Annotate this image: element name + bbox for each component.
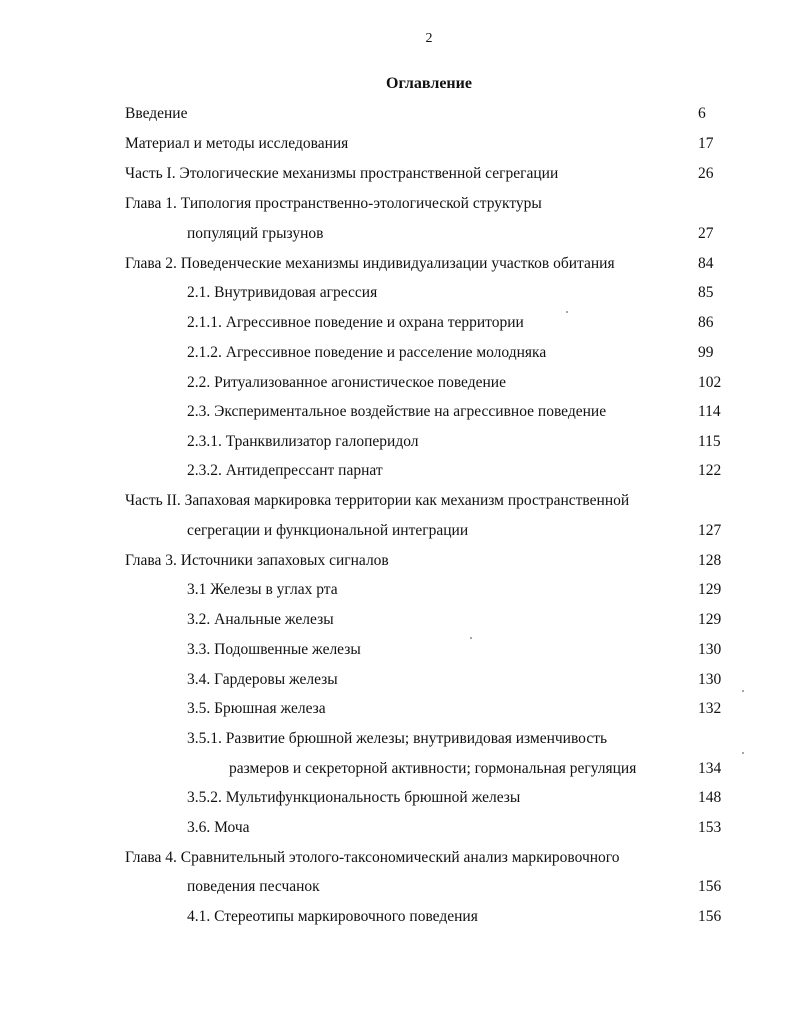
toc-entry-text: Часть I. Этологические механизмы пространственной сегрегации bbox=[125, 165, 559, 182]
scan-speck bbox=[742, 690, 744, 692]
toc-entry-page: 156 bbox=[698, 878, 722, 895]
toc-entry-3-5-2 bbox=[0, 786, 793, 810]
scan-speck bbox=[566, 311, 568, 313]
toc-entry-text: 2.3.2. Антидепрессант парнат bbox=[187, 462, 383, 479]
toc-entry-text: 3.6. Моча bbox=[187, 819, 250, 836]
toc-entry-page: 27 bbox=[698, 225, 714, 242]
page-number: 2 bbox=[425, 31, 433, 46]
toc-entry-page: 127 bbox=[698, 522, 722, 539]
toc-entry-page: 99 bbox=[698, 344, 714, 361]
toc-entry-text: поведения песчанок bbox=[187, 878, 320, 895]
toc-entry-text: 4.1. Стереотипы маркировочного поведения bbox=[187, 908, 478, 925]
toc-entry-3-4 bbox=[0, 668, 793, 692]
toc-entry-text: 3.5.2. Мультифункциональность брюшной железы bbox=[187, 789, 521, 806]
scan-speck bbox=[742, 752, 744, 754]
toc-entry-page: 153 bbox=[698, 819, 722, 836]
toc-entry-3-5-1-cont bbox=[0, 757, 793, 781]
toc-title: Оглавление bbox=[386, 75, 472, 92]
toc-entry-chapter-1-cont bbox=[0, 222, 793, 246]
toc-entry-3-2 bbox=[0, 608, 793, 632]
toc-entry-page: 85 bbox=[698, 284, 714, 301]
toc-entry-text: Материал и методы исследования bbox=[125, 135, 349, 152]
toc-entry-page: 115 bbox=[698, 433, 721, 450]
toc-entry-text: 2.1.2. Агрессивное поведение и расселение молодняка bbox=[187, 344, 547, 361]
toc-entry-text: популяций грызунов bbox=[187, 225, 324, 242]
toc-entry-text: 3.3. Подошвенные железы bbox=[187, 641, 361, 658]
toc-entry-2-3-2 bbox=[0, 459, 793, 483]
toc-entry-page: 128 bbox=[698, 552, 722, 569]
toc-entry-page: 148 bbox=[698, 789, 722, 806]
toc-entry-3-5-1 bbox=[0, 727, 793, 751]
toc-entry-text: Глава 4. Сравнительный этолого-таксономический анализ маркировочного bbox=[125, 849, 620, 866]
toc-entry-text: сегрегации и функциональной интеграции bbox=[187, 522, 469, 539]
toc-entry-text: Введение bbox=[125, 105, 188, 122]
toc-entry-text: размеров и секреторной активности; гормональная регуляция bbox=[229, 760, 637, 777]
toc-entry-page: 130 bbox=[698, 641, 722, 658]
toc-entry-page: 84 bbox=[698, 255, 714, 272]
toc-entry-chapter-1 bbox=[0, 192, 793, 216]
toc-entry-2-3 bbox=[0, 400, 793, 424]
toc-entry-2-2 bbox=[0, 371, 793, 395]
toc-entry-page: 6 bbox=[698, 105, 706, 122]
toc-entry-text: 2.3.1. Транквилизатор галоперидол bbox=[187, 433, 419, 450]
toc-entry-page: 156 bbox=[698, 908, 722, 925]
toc-entry-chapter-2 bbox=[0, 252, 793, 276]
toc-entry-text: 3.5.1. Развитие брюшной железы; внутривидовая изменчивость bbox=[187, 730, 608, 747]
toc-entry-chapter-4-cont bbox=[0, 875, 793, 899]
toc-entry-chapter-4 bbox=[0, 846, 793, 870]
toc-entry-text: Часть II. Запаховая маркировка территории как механизм пространственной bbox=[125, 492, 630, 509]
toc-entry-page: 86 bbox=[698, 314, 714, 331]
toc-entry-3-1 bbox=[0, 578, 793, 602]
scan-speck bbox=[470, 637, 472, 639]
toc-entry-3-6 bbox=[0, 816, 793, 840]
toc-entry-text: 2.1. Внутривидовая агрессия bbox=[187, 284, 378, 301]
toc-entry-part-2 bbox=[0, 489, 793, 513]
toc-entry-page: 114 bbox=[698, 403, 721, 420]
toc-entry-page: 130 bbox=[698, 671, 722, 688]
toc-entry-text: 2.2. Ритуализованное агонистическое поведение bbox=[187, 374, 506, 391]
toc-entry-3-3 bbox=[0, 638, 793, 662]
toc-entry-text: Глава 1. Типология пространственно-этологической структуры bbox=[125, 195, 542, 212]
toc-entry-part-2-cont bbox=[0, 519, 793, 543]
toc-entry-part-1 bbox=[0, 162, 793, 186]
toc-entry-page: 102 bbox=[698, 374, 722, 391]
toc-entry-text: Глава 3. Источники запаховых сигналов bbox=[125, 552, 389, 569]
toc-entry-text: 2.3. Экспериментальное воздействие на агрессивное поведение bbox=[187, 403, 607, 420]
toc-entry-text: Глава 2. Поведенческие механизмы индивидуализации участков обитания bbox=[125, 255, 615, 272]
toc-entry-text: 3.2. Анальные железы bbox=[187, 611, 334, 628]
toc-entry-2-1-2 bbox=[0, 341, 793, 365]
toc-entry-page: 129 bbox=[698, 611, 722, 628]
toc-entry-page: 134 bbox=[698, 760, 722, 777]
toc-entry-page: 129 bbox=[698, 581, 722, 598]
toc-entry-page: 132 bbox=[698, 700, 722, 717]
toc-entry-chapter-3 bbox=[0, 549, 793, 573]
toc-entry-2-3-1 bbox=[0, 430, 793, 454]
toc-entry-2-1 bbox=[0, 281, 793, 305]
toc-entry-3-5 bbox=[0, 697, 793, 721]
toc-entry-page: 26 bbox=[698, 165, 714, 182]
toc-entry-text: 3.4. Гардеровы железы bbox=[187, 671, 338, 688]
toc-entry-text: 3.1 Железы в углах рта bbox=[187, 581, 338, 598]
toc-entry-page: 122 bbox=[698, 462, 722, 479]
toc-entry-methods bbox=[0, 132, 793, 156]
toc-entry-page: 17 bbox=[698, 135, 714, 152]
toc-entry-4-1 bbox=[0, 905, 793, 929]
toc-entry-introduction bbox=[0, 102, 793, 126]
toc-entry-text: 3.5. Брюшная железа bbox=[187, 700, 326, 717]
toc-entry-2-1-1 bbox=[0, 311, 793, 335]
toc-entry-text: 2.1.1. Агрессивное поведение и охрана территории bbox=[187, 314, 524, 331]
